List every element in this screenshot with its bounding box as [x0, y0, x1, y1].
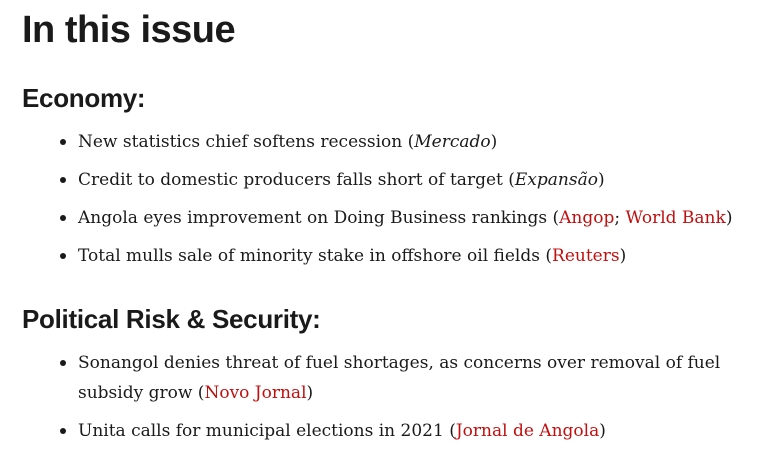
source-link-world-bank[interactable]: World Bank: [625, 208, 726, 228]
item-text: Total mulls sale of minority stake in offshore oil fields: [78, 246, 540, 266]
list-item: Sonangol denies threat of fuel shortages, as concerns over removal of fuel subsidy grow (Novo Jornal): [78, 348, 738, 416]
source-link-novo-jornal[interactable]: Novo Jornal: [204, 383, 307, 403]
list-item: New statistics chief softens recession (Mercado): [78, 127, 738, 165]
item-text: Angola eyes improvement on Doing Business rankings: [78, 208, 548, 228]
source-label: Expansão: [514, 170, 598, 190]
item-text: New statistics chief softens recession: [78, 132, 403, 152]
list-item: Unita calls for municipal elections in 2021 (Jornal de Angola): [78, 416, 738, 454]
section-heading-economy: Economy:: [22, 83, 146, 113]
list-item: Angola eyes improvement on Doing Business rankings (Angop; World Bank): [78, 203, 738, 241]
source-label: Mercado: [414, 132, 491, 152]
page-title: In this issue: [22, 9, 236, 51]
source-link-jornal-de-angola[interactable]: Jornal de Angola: [455, 421, 600, 441]
list-item: Credit to domestic producers falls short of target (Expansão): [78, 165, 738, 203]
item-text: Credit to domestic producers falls short of target: [78, 170, 503, 190]
source-link-angop[interactable]: Angop: [559, 208, 615, 228]
item-text: Unita calls for municipal elections in 2021: [78, 421, 444, 441]
list-item: Total mulls sale of minority stake in offshore oil fields (Reuters): [78, 241, 738, 279]
political-list: [22, 348, 769, 454]
source-link-reuters[interactable]: Reuters: [552, 246, 620, 266]
economy-list: [22, 127, 769, 279]
item-text: Sonangol denies threat of fuel shortages, as concerns over removal of fuel subsidy grow: [78, 353, 721, 403]
section-heading-political-risk: Political Risk & Security:: [22, 304, 321, 334]
